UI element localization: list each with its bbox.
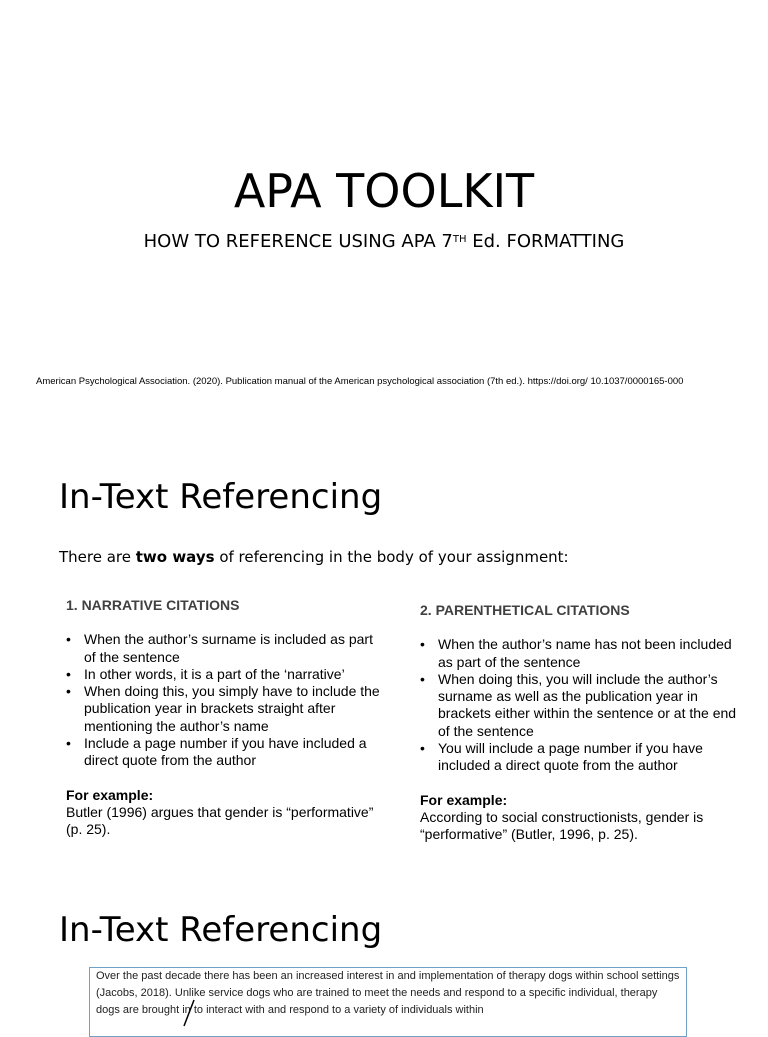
example-label: For example: [66,786,154,803]
intro-text [59,547,569,567]
intro-pre: There are [59,548,136,566]
narrative-bullet-list [66,631,386,769]
bullet-text: When doing this, you simply have to include the publication year in brackets straight after mentioning the author’s name [84,683,380,734]
page-title: APA TOOLKIT [233,164,535,218]
bullet-text: When doing this, you will include the author’s surname as well as the publication year in brackets either within the sentence or at the end of the sentence [438,670,737,739]
bullet-icon: • [66,735,71,752]
list-item [420,636,740,671]
bullet-text: Include a page number if you have included a direct quote from the author [84,735,367,769]
section-heading-intext: In-Text Referencing [59,477,383,517]
list-item [66,631,386,666]
parenthetical-bullet-list [420,636,740,774]
example-excerpt-box: Over the past decade there has been an increased interest in and implementation of therapy dogs within school settings (Jacobs, 2018). Unlike service dogs who are trained to meet the needs and respond to a specific individual, therapy dogs are brought in to interact with and respond to a variety of individuals within [89,967,687,1037]
parenthetical-heading: 2. PARENTHETICAL CITATIONS [420,602,630,618]
list-item [66,683,386,735]
example-text: According to social constructionists, gender is “performative” (Butler, 1996, p. 25). [420,808,704,843]
list-item [420,740,740,775]
list-item [66,735,386,770]
narrative-citations-column [66,597,386,839]
example-label: For example: [420,791,508,808]
subtitle-text: HOW TO REFERENCE USING APA 7 [143,231,453,252]
example-text: Butler (1996) argues that gender is “performative” (p. 25). [66,803,374,838]
bullet-text: You will include a page number if you have included a direct quote from the author [438,740,703,774]
subtitle-suffix: Ed. FORMATTING [466,231,625,252]
bullet-icon: • [66,631,71,648]
parenthetical-citations-column [420,602,740,844]
section-heading-intext-2: In-Text Referencing [59,910,383,950]
bullet-icon: • [420,740,425,757]
apa-reference: American Psychological Association. (2020). Publication manual of the American psychological association (7th ed.). https://doi.org/ 10.1037/0000165-000 [36,376,684,387]
intro-post: of referencing in the body of your assignment: [214,548,569,566]
narrative-heading: 1. NARRATIVE CITATIONS [66,597,240,613]
bullet-icon: • [66,665,71,682]
page-subtitle [0,228,768,254]
bullet-icon: • [420,636,425,653]
subtitle-superscript: TH [452,234,467,245]
list-item [66,666,386,683]
bullet-icon: • [66,683,71,700]
bullet-text: In other words, it is a part of the ‘narrative’ [84,665,345,682]
intro-bold: two ways [135,548,215,566]
bullet-text: When the author’s name has not been included as part of the sentence [438,636,732,670]
list-item [420,671,740,740]
bullet-icon: • [420,670,425,687]
bullet-text: When the author’s surname is included as part of the sentence [84,631,373,665]
